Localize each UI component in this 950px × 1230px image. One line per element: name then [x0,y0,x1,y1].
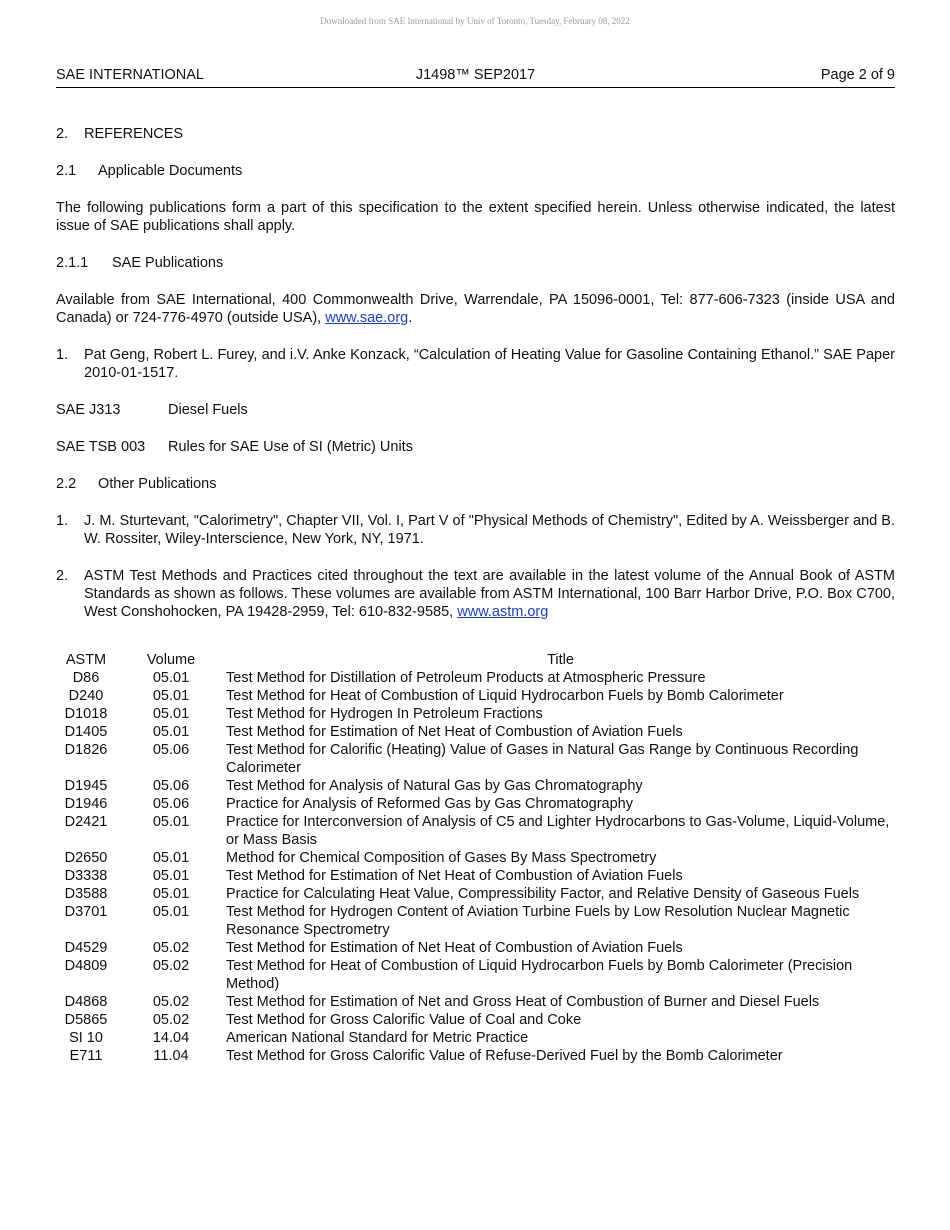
page-header [56,67,895,88]
document-body [56,125,895,640]
title-cell: Test Method for Gross Calorific Value of Coal and Coke [226,1012,582,1028]
volume-cell: 05.01 [152,814,190,830]
section-2-1-heading [56,162,895,180]
volume-cell: 05.06 [152,796,190,812]
reference-title: Diesel Fuels [168,402,248,418]
volume-cell: 05.01 [152,688,190,704]
header-organization: SAE INTERNATIONAL [56,67,204,83]
title-cell: Test Method for Distillation of Petroleum Products at Atmospheric Pressure [226,670,706,686]
table-row [56,1011,895,1029]
section-number: 2.1 [56,163,77,179]
volume-cell: 05.02 [152,1012,190,1028]
table-row [56,1029,895,1047]
astm-standards-table [56,651,895,1065]
table-row [56,813,895,849]
section-number: 2.1.1 [56,255,89,271]
title-cell: Test Method for Hydrogen In Petroleum Fractions [226,706,543,722]
title-cell: American National Standard for Metric Practice [226,1030,529,1046]
section-2-heading [56,125,895,143]
title-cell: Test Method for Estimation of Net Heat of Combustion of Aviation Fuels [226,724,683,740]
column-header-astm: ASTM [65,652,107,668]
volume-cell: 05.06 [152,742,190,758]
section-number: 2.2 [56,476,77,492]
volume-cell: 14.04 [152,1030,190,1046]
reference-text: Pat Geng, Robert L. Furey, and i.V. Anke Konzack, “Calculation of Heating Value for Gasoline Containing Ethanol.” SAE Paper 2010-01-1517. [84,347,895,381]
table-row [56,723,895,741]
table-row [56,939,895,957]
sae-availability-paragraph [56,291,895,327]
header-document-id: J1498™ SEP2017 [415,67,536,83]
table-row [56,903,895,939]
title-cell: Test Method for Estimation of Net Heat of Combustion of Aviation Fuels [226,868,683,884]
list-marker: 2. [56,568,69,584]
astm-designation-cell: D240 [68,688,104,704]
section-title: REFERENCES [84,126,184,142]
table-row [56,777,895,795]
reference-code: SAE J313 [56,402,121,418]
astm-designation-cell: D1405 [64,724,108,740]
astm-designation-cell: D3701 [64,904,108,920]
title-cell: Test Method for Hydrogen Content of Aviation Turbine Fuels by Low Resolution Nuclear Magnetic Resonance Spectrometry [226,904,850,938]
volume-cell: 05.01 [152,724,190,740]
volume-cell: 05.02 [152,994,190,1010]
table-row [56,867,895,885]
list-marker: 1. [56,347,69,363]
astm-designation-cell: D86 [72,670,100,686]
volume-cell: 05.01 [152,670,190,686]
table-row [56,885,895,903]
volume-cell: 05.01 [152,850,190,866]
title-cell: Test Method for Heat of Combustion of Liquid Hydrocarbon Fuels by Bomb Calorimeter (Precision Method) [226,958,853,992]
download-watermark: Downloaded from SAE International by Univ of Toronto, Tuesday, February 08, 2022 [320,16,630,26]
reference-code: SAE TSB 003 [56,439,146,455]
volume-cell: 05.01 [152,706,190,722]
reference-text: J. M. Sturtevant, "Calorimetry", Chapter VII, Vol. I, Part V of "Physical Methods of Chemistry", Edited by A. Weissberger and B. W. Rossiter, Wiley-Interscience, New York, NY, 1971. [84,513,895,547]
table-row [56,687,895,705]
astm-designation-cell: D3338 [64,868,108,884]
title-cell: Test Method for Estimation of Net and Gross Heat of Combustion of Burner and Diesel Fuels [226,994,820,1010]
title-cell: Test Method for Heat of Combustion of Liquid Hydrocarbon Fuels by Bomb Calorimeter [226,688,784,704]
table-row [56,741,895,777]
title-cell: Practice for Calculating Heat Value, Compressibility Factor, and Relative Density of Gaseous Fuels [226,886,860,902]
title-cell: Test Method for Estimation of Net Heat of Combustion of Aviation Fuels [226,940,683,956]
astm-website-link[interactable]: www.astm.org [457,604,549,620]
section-2-2-heading [56,475,895,493]
table-row [56,705,895,723]
reference-text: ASTM Test Methods and Practices cited throughout the text are available in the latest volume of the Annual Book of ASTM Standards as shown as follows. These volumes are available from ASTM International, 100 Barr Harbor Drive, P.O. Box C700, West Conshohocken, PA 19428-2959, Tel: 610-832-9585, [84,568,895,620]
title-cell: Test Method for Calorific (Heating) Value of Gases in Natural Gas Range by Continuous Recording Calorimeter [226,742,859,776]
sae-reference-row [56,438,895,456]
section-title: Other Publications [98,476,217,492]
applicable-documents-paragraph: The following publications form a part of this specification to the extent specified herein. Unless otherwise indicated, the latest issue of SAE publications shall apply. [56,200,895,234]
table-row [56,795,895,813]
volume-cell: 05.02 [152,958,190,974]
title-cell: Test Method for Analysis of Natural Gas by Gas Chromatography [226,778,643,794]
astm-designation-cell: D2421 [64,814,108,830]
table-row [56,993,895,1011]
column-header-title: Title [547,652,574,668]
sae-reference-item-1 [56,346,895,382]
table-body [56,669,895,1065]
table-row [56,849,895,867]
title-cell: Method for Chemical Composition of Gases By Mass Spectrometry [226,850,657,866]
table-header-row [56,651,895,669]
astm-designation-cell: D4529 [64,940,108,956]
astm-designation-cell: SI 10 [69,1030,103,1046]
other-reference-item-2 [56,567,895,621]
section-title: Applicable Documents [98,163,243,179]
volume-cell: 05.06 [152,778,190,794]
table-row [56,957,895,993]
volume-cell: 05.01 [152,868,190,884]
table-row [56,669,895,687]
other-reference-item-1 [56,512,895,548]
astm-designation-cell: D3588 [64,886,108,902]
sae-reference-row [56,401,895,419]
sae-availability-text: Available from SAE International, 400 Commonwealth Drive, Warrendale, PA 15096-0001, Tel: 877-606-7323 (inside USA and Canada) or 724-776-4970 (outside USA), [56,292,895,326]
astm-designation-cell: D4868 [64,994,108,1010]
astm-designation-cell: D5865 [64,1012,108,1028]
volume-cell: 05.01 [152,886,190,902]
column-header-volume: Volume [146,652,196,668]
title-cell: Practice for Analysis of Reformed Gas by Gas Chromatography [226,796,633,812]
sae-website-link[interactable]: www.sae.org [325,310,409,326]
astm-designation-cell: D1946 [64,796,108,812]
section-title: SAE Publications [112,255,224,271]
header-page-number: Page 2 of 9 [820,67,895,83]
table-row [56,1047,895,1065]
sentence-end: . [408,310,413,326]
astm-designation-cell: D1826 [64,742,108,758]
title-cell: Test Method for Gross Calorific Value of Refuse-Derived Fuel by the Bomb Calorimeter [226,1048,783,1064]
astm-designation-cell: E711 [69,1048,103,1064]
title-cell: Practice for Interconversion of Analysis of C5 and Lighter Hydrocarbons to Gas-Volume, Liquid-Volume, or Mass Basis [226,814,890,848]
section-number: 2. [56,126,69,142]
section-2-1-1-heading [56,254,895,272]
volume-cell: 05.02 [152,940,190,956]
astm-designation-cell: D1018 [64,706,108,722]
astm-designation-cell: D2650 [64,850,108,866]
astm-designation-cell: D4809 [64,958,108,974]
volume-cell: 11.04 [153,1048,189,1064]
list-marker: 1. [56,513,69,529]
astm-designation-cell: D1945 [64,778,108,794]
reference-title: Rules for SAE Use of SI (Metric) Units [168,439,413,455]
volume-cell: 05.01 [152,904,190,920]
